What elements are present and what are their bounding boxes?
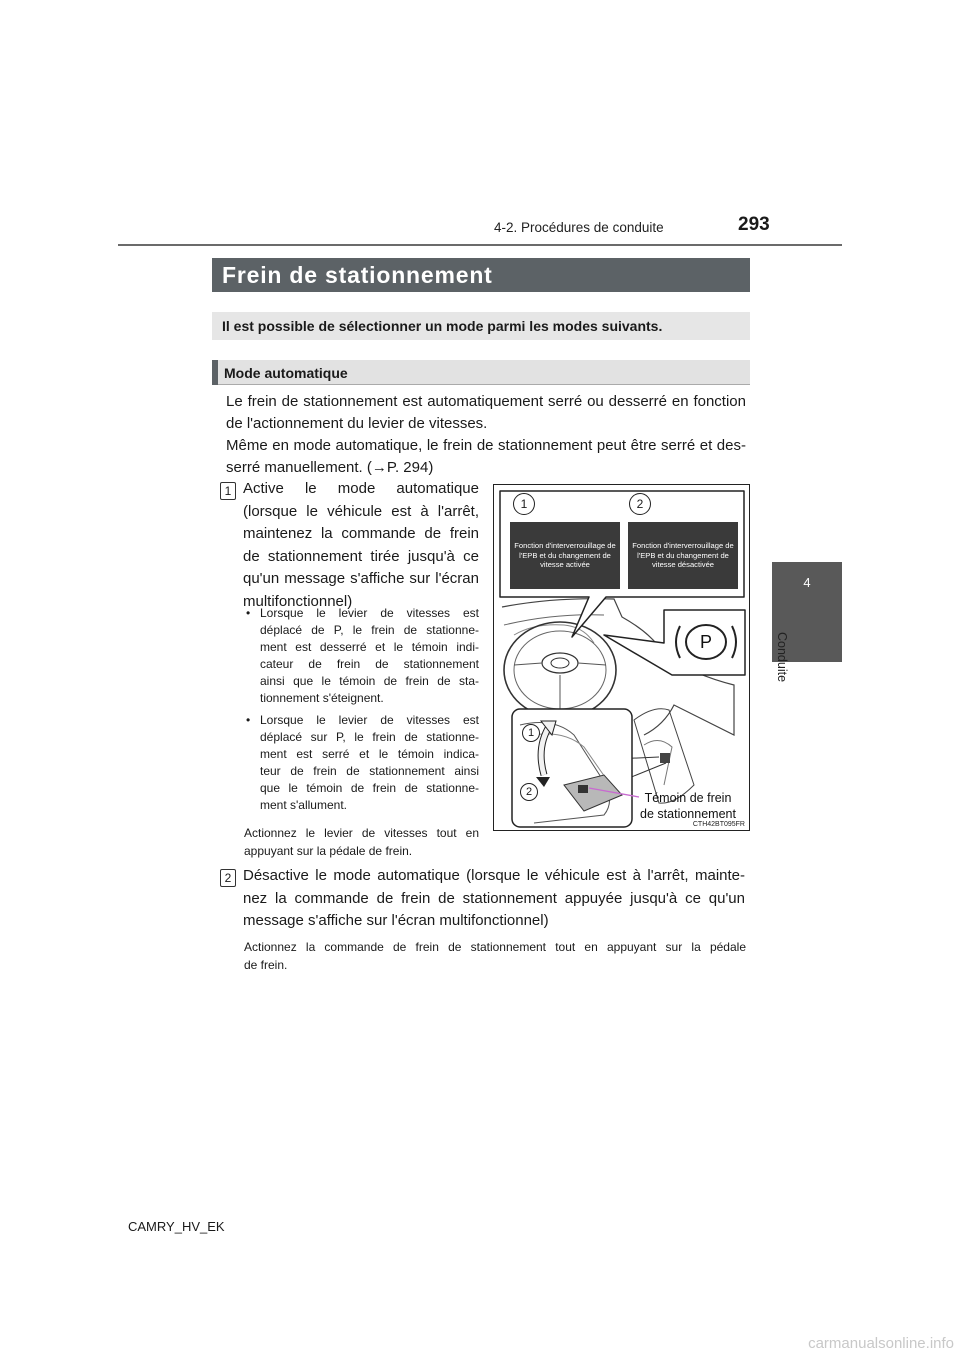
bullet-line: ment est serré et le témoin indica-	[260, 747, 479, 761]
subsection-title: Mode automatique	[224, 365, 348, 381]
step-1-text	[243, 478, 479, 613]
body-line: Même en mode automatique, le frein de stationnement peut être serré et des-	[226, 437, 746, 454]
bullet-dot: •	[246, 606, 251, 620]
body-paragraph	[226, 391, 746, 479]
bullet-line: tionnement s'éteignent.	[260, 691, 384, 705]
screen-message-disabled: Fonction d'interverrouillage de l'EPB et du changement de vitesse désactivée	[628, 522, 738, 589]
bullet-line: teur de frein de stationnement ainsi	[260, 764, 479, 778]
step-1-line: de stationnement tirée jusqu'à ce	[243, 547, 479, 565]
watermark: carmanualsonline.info	[808, 1335, 954, 1352]
bullet-line: déplacé sur P, le frein de stationne-	[260, 730, 479, 744]
bullet-line: ment est desserré et le témoin indi-	[260, 640, 479, 654]
step-2-note	[244, 938, 746, 974]
parking-p-icon: P	[699, 632, 712, 652]
bullet-line: que le témoin de frein de stationne-	[260, 781, 479, 795]
note-line: Actionnez le levier de vitesses tout en	[244, 826, 479, 840]
bullet-line: ainsi que le témoin de frein de sta-	[260, 674, 479, 688]
step-2-line: nez la commande de frein de stationnement appuyée jusqu'à ce qu'un	[243, 889, 745, 907]
body-line: serré manuellement. (→P. 294)	[226, 459, 434, 476]
step-1-line: multifonctionnel)	[243, 592, 353, 610]
step-1-line: qu'un message s'affiche sur l'écran	[243, 570, 479, 587]
model-code: CAMRY_HV_EK	[128, 1219, 225, 1234]
parking-brake-figure	[493, 484, 750, 831]
step-1-line: Active le mode automatique	[243, 480, 479, 497]
note-line: appuyant sur la pédale de frein.	[244, 844, 413, 858]
bullet-1	[260, 605, 479, 707]
subsection-marker	[212, 360, 218, 385]
step-1-number: 1	[220, 482, 236, 500]
body-line: de l'actionnement du levier de vitesses.	[226, 415, 488, 432]
step-1-line: (lorsque le véhicule est à l'arrêt,	[243, 502, 479, 520]
step-2-line: Désactive le mode automatique (lorsque le véhicule est à l'arrêt, mainte-	[243, 867, 745, 884]
note-line: Actionnez la commande de frein de stationnement tout en appuyant sur la pédale	[244, 940, 746, 954]
arrow-label-2: 2	[520, 783, 538, 801]
chapter-tab-label: Conduite	[775, 632, 789, 683]
bullet-line: Lorsque le levier de vitesses est	[260, 606, 479, 620]
page-number: 293	[738, 214, 770, 235]
indicator-label	[628, 790, 748, 822]
note-line: de frein.	[244, 958, 288, 972]
chapter-tab-number: 4	[803, 575, 811, 590]
page-title: Frein de stationnement	[222, 262, 493, 288]
bullet-dot: •	[246, 713, 251, 727]
bullet-2	[260, 712, 479, 814]
figure-callout-1: 1	[513, 493, 535, 515]
section-label: 4-2. Procédures de conduite	[494, 220, 664, 235]
bullet-line: cateur de frein de stationnement	[260, 657, 479, 671]
body-line: Le frein de stationnement est automatiquement serré ou desserré en fonction	[226, 393, 746, 410]
figure-code: CTH42BT095FR	[692, 821, 745, 828]
bullet-line: déplacé de P, le frein de stationne-	[260, 623, 479, 637]
intro-text: Il est possible de sélectionner un mode parmi les modes suivants.	[222, 318, 663, 334]
step-2-line: message s'affiche sur l'écran multifonctionnel)	[243, 912, 549, 929]
step-2-number: 2	[220, 869, 236, 887]
bullet-line: Lorsque le levier de vitesses est	[260, 713, 479, 727]
indicator-label-line: Témoin de frein	[644, 791, 732, 805]
step-1-line: maintenez la commande de frein	[243, 525, 479, 542]
screen-message-enabled: Fonction d'interverrouillage de l'EPB et du changement de vitesse activée	[510, 522, 620, 589]
arrow-label-1: 1	[522, 724, 540, 742]
step-1-note	[244, 824, 479, 860]
header-divider	[118, 244, 842, 246]
figure-callout-2: 2	[629, 493, 651, 515]
step-2-text	[243, 865, 745, 933]
indicator-label-line: de stationnement	[640, 807, 736, 821]
bullet-line: ment s'allument.	[260, 798, 347, 812]
